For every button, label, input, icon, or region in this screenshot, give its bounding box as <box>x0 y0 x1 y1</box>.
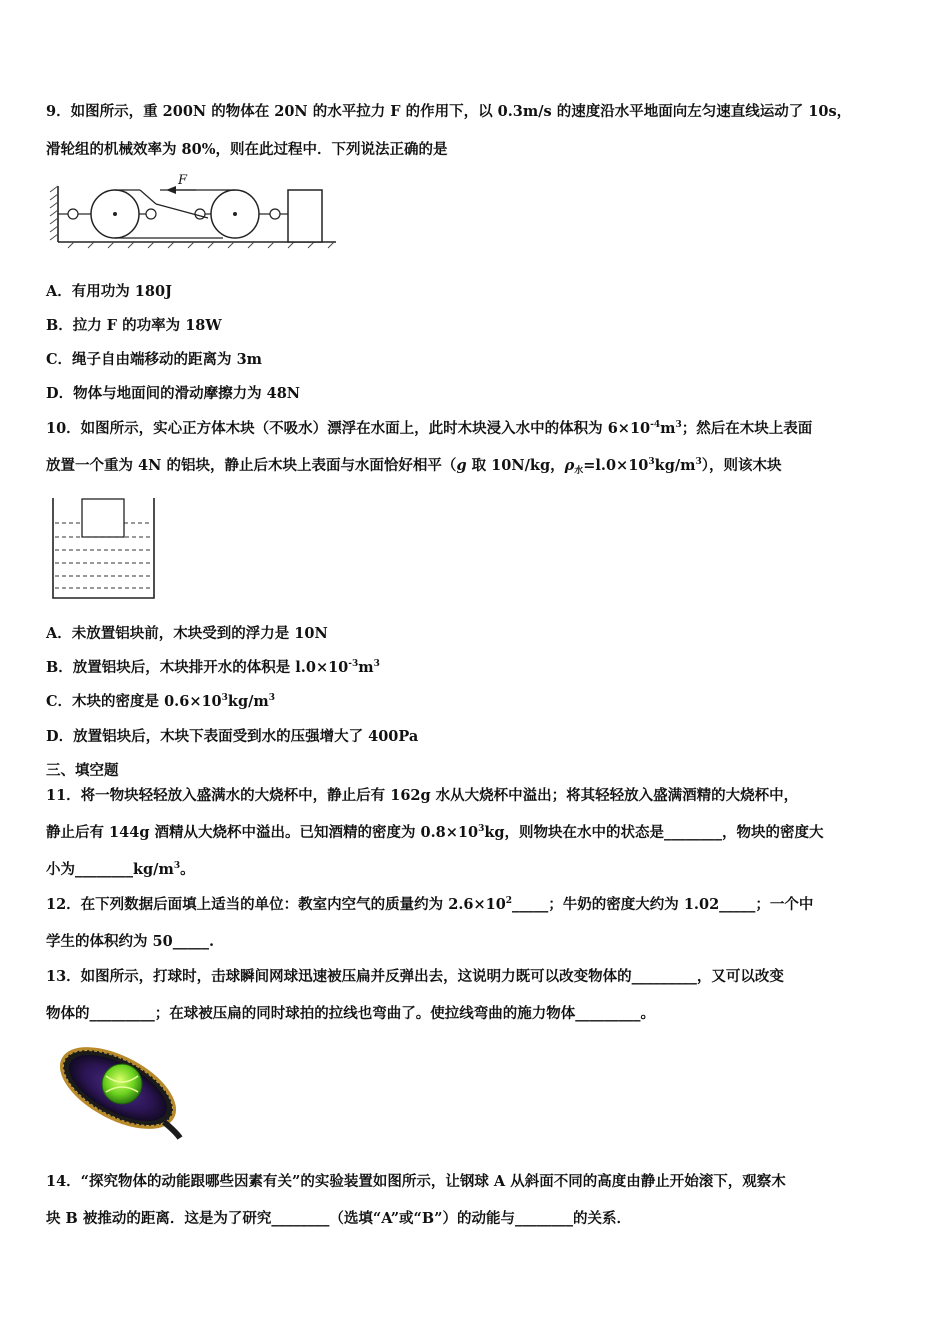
floating-block-figure <box>50 496 158 602</box>
tennis-racket-figure <box>52 1036 186 1142</box>
q12-stem-line1: 12．在下列数据后面填上适当的单位：教室内空气的质量约为 $2.6\times 10^2\_\_\_\_\_$；牛奶的密度大约为 1.02_____；一个中 <box>46 896 814 913</box>
q9-option-d: D．物体与地面间的滑动摩擦力为 48N <box>46 385 301 402</box>
q9-option-a: A．有用功为 180J <box>46 283 172 300</box>
section-title: 三、填空题 <box>46 762 119 779</box>
q14-stem-line1: 14．“探究物体的动能跟哪些因素有关”的实验装置如图所示，让钢球 A 从斜面不同的高度由静止开始滚下，观察木 <box>46 1173 786 1190</box>
q13-stem-line1: 13．如图所示，打球时，击球瞬间网球迅速被压扁并反弹出去，这说明力既可以改变物体的_________，又可以改变 <box>46 968 784 985</box>
q11-stem-line2: 静止后有 144g 酒精从大烧杯中溢出。已知酒精的密度为 $0.8\times 10^3kg$，则物块在水中的状态是________，物块的密度大 <box>46 824 824 841</box>
q10-stem-line1: 10．如图所示，实心正方体木块（不吸水）漂浮在水面上，此时木块浸入水中的体积为 $6\times 10^{-4}m^3$；然后在木块上表面 <box>46 420 813 437</box>
q10-option-d: D．放置铝块后，木块下表面受到水的压强增大了 400Pa <box>46 728 419 745</box>
q12-stem-line2: 学生的体积约为 50_____. <box>46 933 215 950</box>
q9-option-c: C．绳子自由端移动的距离为 3m <box>46 351 263 368</box>
q10-option-c: C．木块的密度是 $0.6\times 10^3kg/m^3$ <box>46 693 276 710</box>
q9-stem-line2: 滑轮组的机械效率为 80%，则在此过程中．下列说法正确的是 <box>46 141 448 158</box>
q14-stem-line2: 块 B 被推动的距离．这是为了研究________（选填“A”或“B”）的动能与________的关系． <box>46 1210 631 1227</box>
pulley-system-figure <box>48 172 338 250</box>
q9-stem-line1: 9．如图所示，重 200N 的物体在 20N 的水平拉力 F 的作用下，以 0.3m/s 的速度沿水平地面向左匀速直线运动了 10s， <box>46 103 852 120</box>
force-label: F <box>178 173 188 188</box>
q11-stem-line3: 小为$\_\_\_\_\_\_\_\_kg/m^3$。 <box>46 861 195 878</box>
q13-stem-line2: 物体的_________；在球被压扁的同时球拍的拉线也弯曲了。使拉线弯曲的施力物体_________。 <box>46 1005 655 1022</box>
q10-option-a: A．未放置铝块前，木块受到的浮力是 10N <box>46 625 328 642</box>
q10-option-b: B．放置铝块后，木块排开水的体积是 $l.0\times 10^{-3}m^3$ <box>46 659 380 676</box>
q10-stem-line2: 放置一个重为 4N 的铝块，静止后木块上表面与水面恰好相平（g 取 10N/kg，$\rho_水=l.0\times 10^3kg/m^3$），则该木块 <box>46 457 782 476</box>
q11-stem-line1: 11．将一物块轻轻放入盛满水的大烧杯中，静止后有 162g 水从大烧杯中溢出；将其轻轻放入盛满酒精的大烧杯中， <box>46 787 799 804</box>
q9-option-b: B．拉力 F 的功率为 18W <box>46 317 222 334</box>
